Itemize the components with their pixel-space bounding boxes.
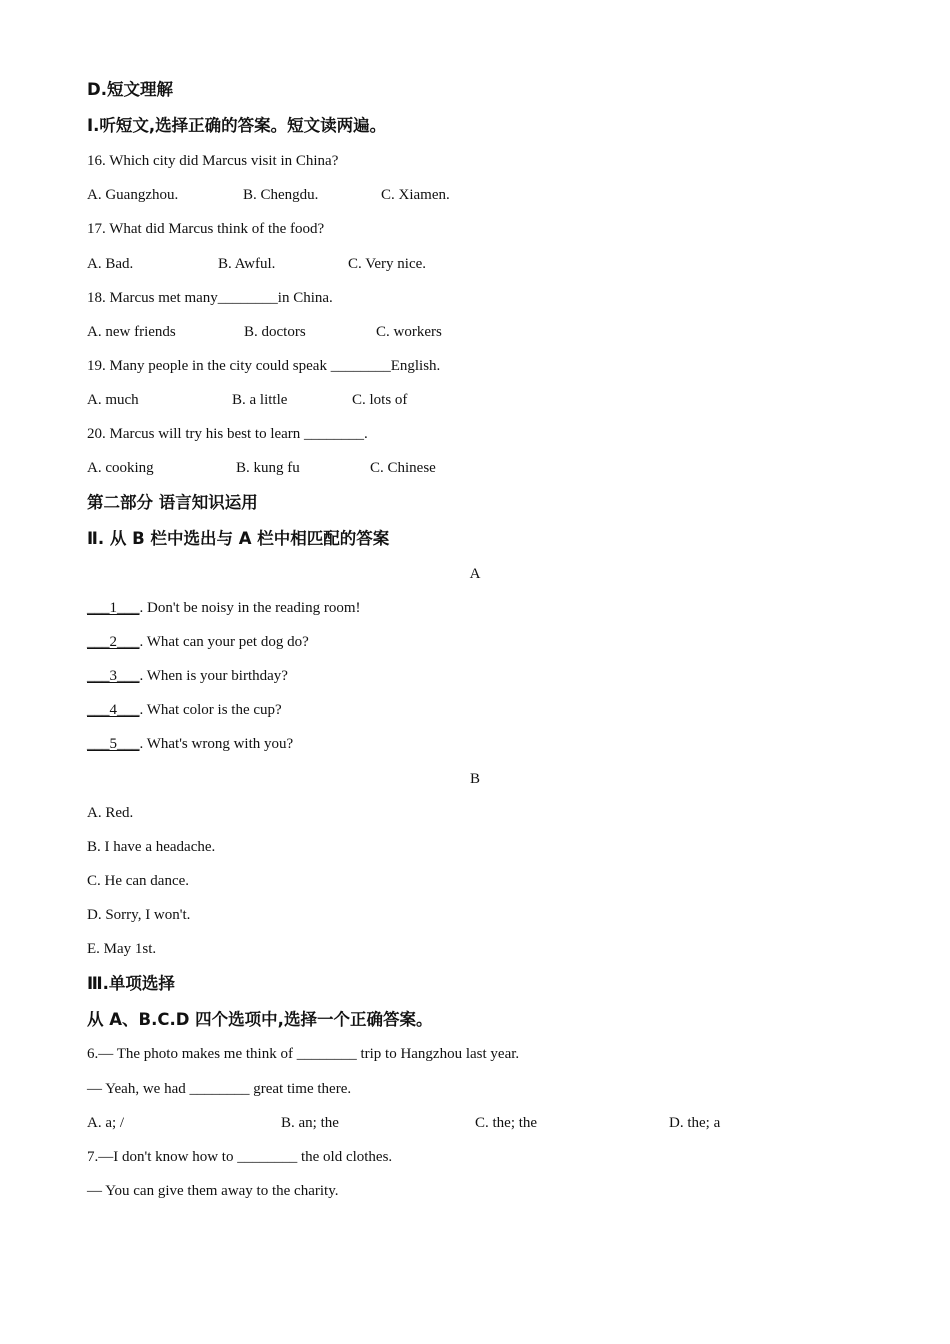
match-a-text: . Don't be noisy in the reading room! bbox=[139, 600, 361, 616]
match-blank: ___1___ bbox=[87, 600, 140, 616]
q17-option-b: B. Awful. bbox=[218, 256, 276, 272]
matching-instruction: Ⅱ. 从 B 栏中选出与 A 栏中相匹配的答案 bbox=[87, 529, 390, 548]
listening-instruction: Ⅰ.听短文,选择正确的答案。短文读两遍。 bbox=[87, 116, 387, 135]
q17-option-c: C. Very nice. bbox=[348, 256, 427, 272]
q20-option-c: C. Chinese bbox=[370, 460, 436, 476]
q20-option-b: B. kung fu bbox=[236, 460, 300, 476]
q18-option-c: C. workers bbox=[376, 324, 442, 340]
match-blank: ___2___ bbox=[87, 634, 140, 650]
single-choice-title: Ⅲ.单项选择 bbox=[87, 974, 175, 993]
match-a-item-3 bbox=[87, 666, 288, 686]
match-a-text: . When is your birthday? bbox=[139, 668, 288, 684]
match-a-text: . What's wrong with you? bbox=[139, 736, 294, 752]
match-a-item-2 bbox=[87, 632, 309, 652]
q16-option-c: C. Xiamen. bbox=[381, 187, 450, 203]
match-blank: ___5___ bbox=[87, 736, 140, 752]
q19-option-c: C. lots of bbox=[352, 392, 408, 408]
match-b-item-a: A. Red. bbox=[87, 805, 134, 821]
match-a-text: . What can your pet dog do? bbox=[139, 634, 309, 650]
q6-option-b: B. an; the bbox=[281, 1115, 339, 1131]
question-6-line-1: 6.— The photo makes me think of ________ trip to Hangzhou last year. bbox=[87, 1046, 520, 1062]
match-a-item-5 bbox=[87, 734, 293, 754]
match-b-item-e: E. May 1st. bbox=[87, 941, 157, 957]
match-a-item-1 bbox=[87, 598, 361, 618]
q6-option-d: D. the; a bbox=[669, 1115, 721, 1131]
question-17: 17. What did Marcus think of the food? bbox=[87, 221, 325, 237]
match-blank: ___3___ bbox=[87, 668, 140, 684]
q18-option-a: A. new friends bbox=[87, 324, 176, 340]
q18-option-b: B. doctors bbox=[244, 324, 306, 340]
match-a-item-4 bbox=[87, 700, 282, 720]
question-16: 16. Which city did Marcus visit in China? bbox=[87, 153, 339, 169]
q16-option-a: A. Guangzhou. bbox=[87, 187, 179, 203]
q19-option-a: A. much bbox=[87, 392, 139, 408]
match-b-item-d: D. Sorry, I won't. bbox=[87, 907, 191, 923]
question-6-line-2: — Yeah, we had ________ great time there. bbox=[87, 1081, 352, 1097]
question-20: 20. Marcus will try his best to learn ________. bbox=[87, 426, 368, 442]
column-b-label: B bbox=[469, 771, 480, 787]
q6-option-c: C. the; the bbox=[475, 1115, 538, 1131]
q17-option-a: A. Bad. bbox=[87, 256, 134, 272]
question-18: 18. Marcus met many________in China. bbox=[87, 290, 333, 306]
q6-option-a: A. a; / bbox=[87, 1115, 125, 1131]
q20-option-a: A. cooking bbox=[87, 460, 154, 476]
match-b-item-b: B. I have a headache. bbox=[87, 839, 216, 855]
q19-option-b: B. a little bbox=[232, 392, 288, 408]
question-19: 19. Many people in the city could speak ________English. bbox=[87, 358, 441, 374]
match-blank: ___4___ bbox=[87, 702, 140, 718]
single-choice-instruction: 从 A、B.C.D 四个选项中,选择一个正确答案。 bbox=[87, 1010, 433, 1029]
match-a-text: . What color is the cup? bbox=[139, 702, 282, 718]
q16-option-b: B. Chengdu. bbox=[243, 187, 319, 203]
question-7-line-2: — You can give them away to the charity. bbox=[87, 1183, 339, 1199]
question-7-line-1: 7.—I don't know how to ________ the old clothes. bbox=[87, 1149, 393, 1165]
part-two-title: 第二部分 语言知识运用 bbox=[87, 493, 258, 512]
column-a-label: A bbox=[469, 566, 481, 582]
section-d-title: D.短文理解 bbox=[87, 80, 173, 99]
match-b-item-c: C. He can dance. bbox=[87, 873, 190, 889]
